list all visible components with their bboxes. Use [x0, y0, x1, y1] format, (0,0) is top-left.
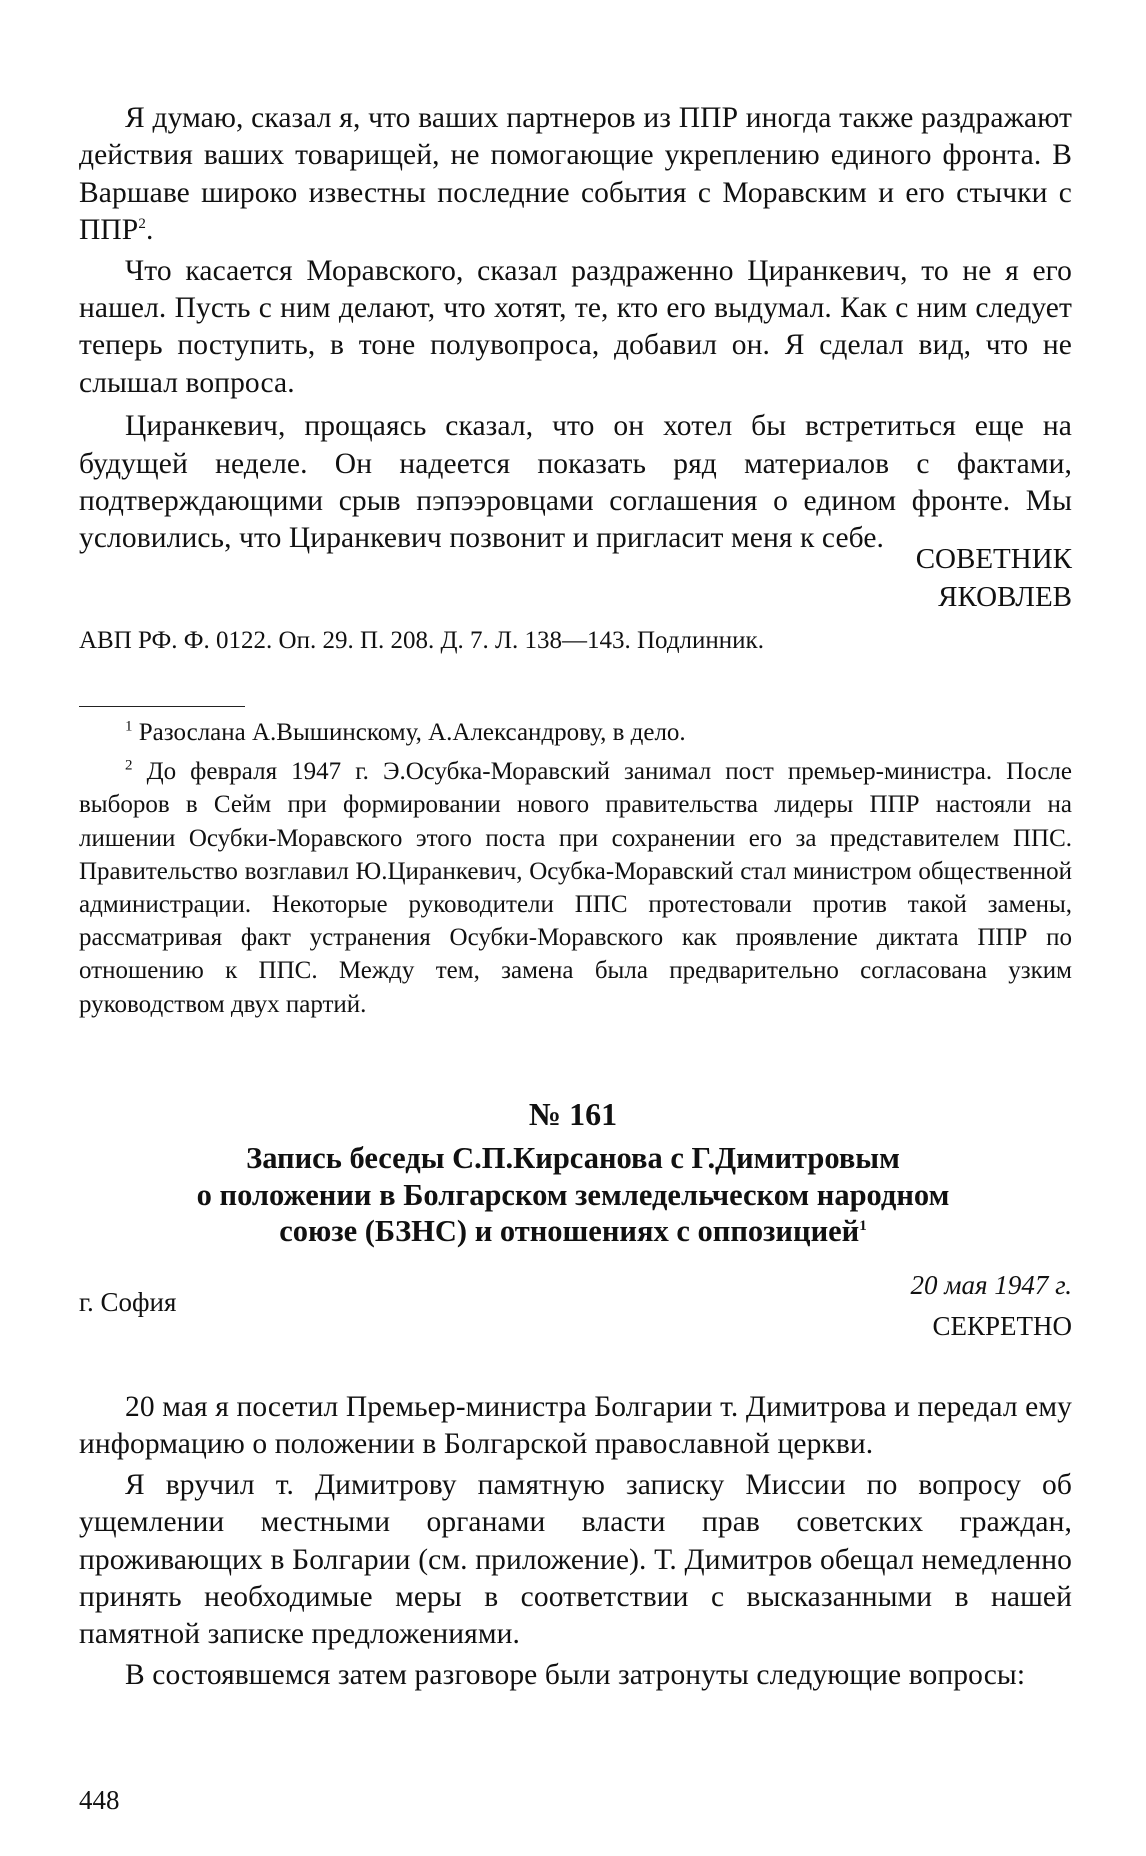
- title-line-3: союзе (БЗНС) и отношениях с оппозицией$^1$: [279, 1214, 867, 1248]
- archive-source: [79, 624, 1072, 658]
- paragraph-memo: Я вручил т. Димитрову памятную записку Миссии по вопросу об ущемлении местными органами власти прав советских граждан, проживающих в Болгарии (см. приложение). Т. Димитров обещал немедленно принять необходимые меры в соответствии с высказанными в нашей памятной записке предложениями.: [79, 1468, 1072, 1651]
- paragraph-cyrankiewicz-reply: Что касается Моравского, сказал раздраженно Циранкевич, то не я его нашел. Пусть с ним делают, что хотят, те, кто его выдумал. Как с ним следует теперь поступить, в тоне полувопроса, добавил он. Я сделал вид, что не слышал вопроса.: [79, 254, 1072, 399]
- footnote-2: $^2$ До февраля 1947 г. Э.Осубка-Моравский занимал пост премьер-министра. После выборов в Сейм при формировании нового правительства лидеры ППР настояли на лишении Осубки-Моравского этого поста при сохранении его за представителем ППС. Правительство возглавил Ю.Циранкевич, Осубка-Моравский стал министром общественной администрации. Некоторые руководители ППС протестовали против такой замены, рассматривая факт устранения Осубки-Моравского как проявление диктата ППР по отношению к ППС. Между тем, замена была предварительно согласована узким руководством двух партий.: [79, 757, 1072, 1018]
- footnote-1: $^1$ Разослана А.Вышинскому, А.Александрову, в дело.: [125, 718, 686, 746]
- paragraph-farewell: Циранкевич, прощаясь сказал, что он хотел бы встретиться еще на будущей неделе. Он надеется показать ряд материалов с фактами, подтверждающими срыв пэпээровцами соглашения о едином фронте. Мы условились, что Циранкевич позвонит и пригласит меня к себе.: [79, 410, 1072, 555]
- title-line-2: о положении в Болгарском земледельческом народном: [196, 1177, 950, 1212]
- paragraph-questions: В состоявшемся затем разговоре были затронуты следующие вопросы:: [125, 1658, 1026, 1691]
- paragraph-moravski: Я думаю, сказал я, что ваших партнеров из ППР иногда также раздражают действия ваших товарищей, не помогающие укреплению единого фронта. В Варшаве широко известны последние события с Моравским и его стычки с ППР$^2$.: [79, 102, 1072, 247]
- signature-position: СОВЕТНИК: [915, 543, 1072, 575]
- page-number: 448: [79, 1785, 120, 1815]
- top-text-block: [79, 100, 1072, 558]
- title-line-1: Запись беседы С.П.Кирсанова с Г.Димитровым: [246, 1141, 900, 1175]
- signature-name: ЯКОВЛЕВ: [938, 581, 1072, 613]
- footnotes: [79, 716, 1072, 1021]
- document-number: № 161: [528, 1096, 618, 1132]
- signature-block: [79, 540, 1072, 616]
- source-text: АВП РФ. Ф. 0122. Оп. 29. П. 208. Д. 7. Л. 138—143. Подлинник.: [79, 627, 764, 654]
- footnote-separator: [79, 706, 245, 707]
- classification: СЕКРЕТНО: [932, 1311, 1072, 1341]
- paragraph-visit: 20 мая я посетил Премьер-министра Болгарии т. Димитрова и передал ему информацию о положении в Болгарской православной церкви.: [79, 1391, 1072, 1461]
- place-date-row: [79, 1270, 1072, 1317]
- body-text-block: [79, 1389, 1072, 1694]
- classification-row: [79, 1311, 1072, 1342]
- footnote-ref-2[interactable]: 2: [138, 216, 146, 233]
- place: г. София: [79, 1287, 177, 1317]
- date: 20 мая 1947 г.: [910, 1270, 1072, 1300]
- document-title: [150, 1140, 996, 1250]
- title-footnote-ref[interactable]: 1: [859, 1217, 867, 1234]
